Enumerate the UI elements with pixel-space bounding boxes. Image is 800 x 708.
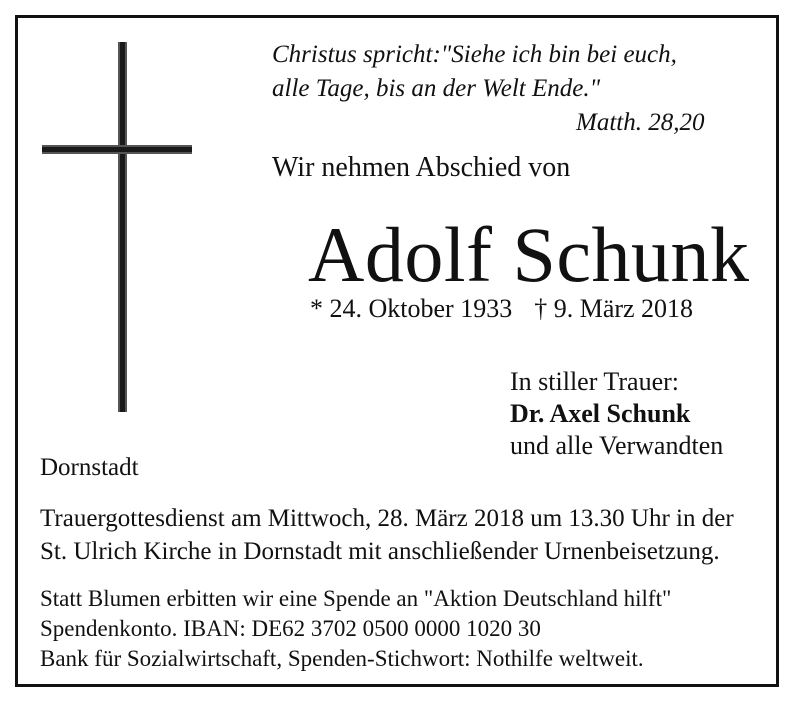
life-dates — [310, 292, 693, 326]
service-info — [40, 502, 734, 568]
deceased-name: Adolf Schunk — [308, 211, 750, 298]
donation-line-2: Spendenkonto. IBAN: DE62 3702 0500 0000 1020 30 — [40, 616, 541, 641]
donation-line-1: Statt Blumen erbitten wir eine Spende an "Aktion Deutschland hilft" — [40, 586, 672, 611]
mourners-heading: In stiller Trauer: — [510, 367, 679, 396]
bible-quote — [272, 38, 677, 106]
service-line-1: Trauergottesdienst am Mittwoch, 28. März 2018 um 13.30 Uhr in der — [40, 505, 734, 532]
place-name: Dornstadt — [40, 454, 139, 481]
donation-line-3: Bank für Sozialwirtschaft, Spenden-Stichwort: Nothilfe weltweit. — [40, 646, 644, 671]
death-date: † 9. März 2018 — [534, 294, 694, 323]
cross-horizontal-beam — [42, 145, 192, 154]
mourner-primary: Dr. Axel Schunk — [510, 399, 691, 428]
quote-line-2: alle Tage, bis an der Welt Ende." — [272, 75, 601, 102]
donation-info — [40, 584, 671, 674]
cross-vertical-beam — [118, 42, 127, 412]
service-line-2: St. Ulrich Kirche in Dornstadt mit anschließender Urnenbeisetzung. — [40, 538, 720, 565]
quote-reference: Matth. 28,20 — [576, 109, 705, 136]
quote-line-1: Christus spricht:"Siehe ich bin bei euch, — [272, 41, 677, 68]
mourners-others: und alle Verwandten — [510, 431, 724, 460]
cross-icon — [42, 42, 192, 412]
farewell-intro: Wir nehmen Abschied von — [272, 152, 571, 183]
birth-date: * 24. Oktober 1933 — [310, 294, 513, 323]
mourners-block — [510, 366, 723, 462]
